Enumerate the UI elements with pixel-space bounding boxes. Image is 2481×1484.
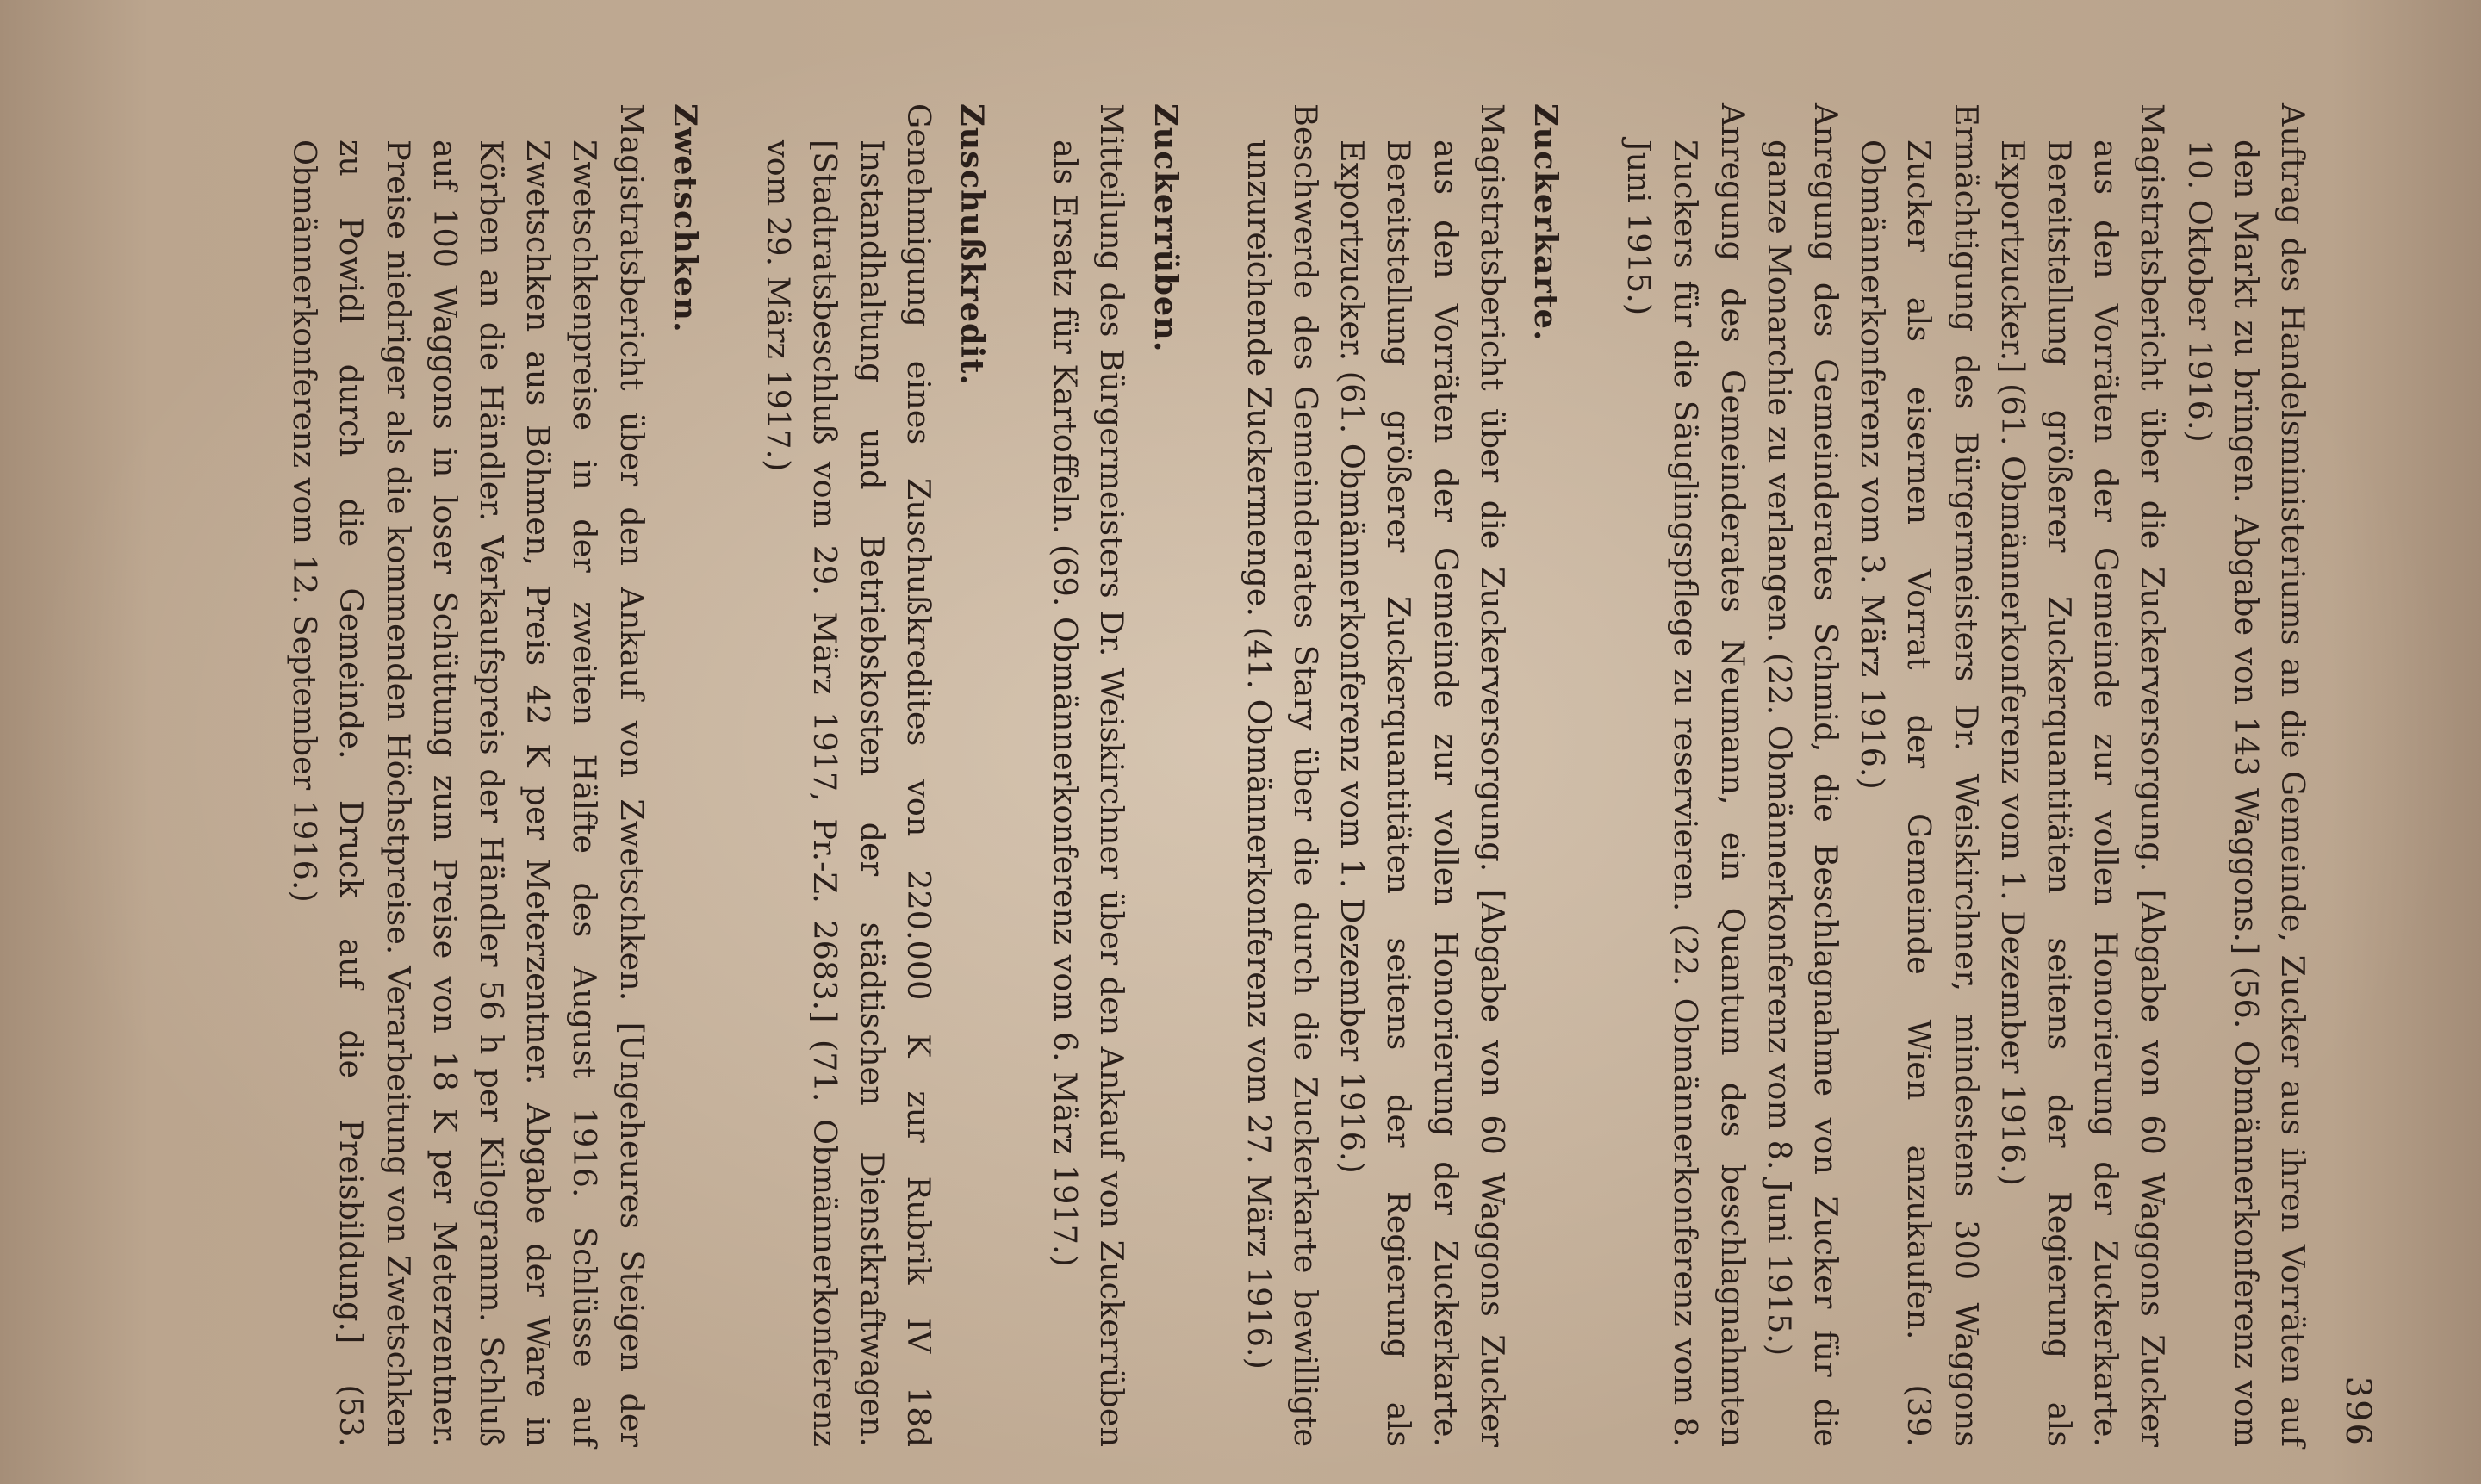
index-entry-anregung-schmid: Anregung des Gemeinderates Schmid, die Beschlagnahme von Zucker für die ganze Monarchie zu verlangen. (22. Obmännerkonferenz vom 8. Juni 1915.) [1760,103,1844,1447]
page-number: 396 [2338,1375,2378,1447]
section-heading-zuckerrueben: Zuckerrüben. [1147,103,1185,353]
index-entry-beschwerde-stary: Beschwerde des Gemeinderates Stary über die durch die Zuckerkarte bewilligte unzureichende Zuckermenge. (41. Obmännerkonferenz vom 27. März 1916.) [1240,103,1324,1447]
index-entry-ermaechtigung: Ermächtigung des Bürgermeisters Dr. Weiskirchner, mindestens 300 Waggons Zucker als eisernen Vorrat der Gemeinde Wien anzukaufen. (39. Obmännerkonferenz vom 3. März 1916.) [1854,103,1985,1447]
index-entries [281,103,2316,1447]
section-heading-zwetschken: Zwetschken. [666,103,704,333]
index-entry-zuckerrueben: Mitteilung des Bürgermeisters Dr. Weiskirchner über den Ankauf von Zuckerrüben als Ersatz für Kartoffeln. (69. Obmännerkonferenz vom 6. März 1917.) [1047,103,1131,1447]
index-entry-handelsministerium: Auftrag des Handelsministeriums an die Gemeinde, Zucker aus ihren Vorräten auf den Markt zu bringen. Abgabe von 143 Waggons.] (56. Obmännerkonferenz vom 10. Oktober 1916.) [2180,103,2311,1447]
index-entry-zuckerversorgung: Magistratsbericht über die Zuckerversorgung. [Abgabe von 60 Waggons Zucker aus den Vorräten der Gemeinde zur vollen Honorierung der Zuckerkarte. Bereitstellung größerer Zuckerquantitäten seitens der Regierung als Exportzucker.] (61. Obmännerkonferenz vom 1. Dezember 1916.) [1993,103,2172,1447]
index-entry-anregung-neumann: Anregung des Gemeinderates Neumann, ein Quantum des beschlagnahmten Zuckers für die Säuglingspflege zu reservieren. (22. Obmännerkonferenz vom 8. Juni 1915.) [1620,103,1751,1447]
index-entry-zuschusskredit: Genehmigung eines Zuschußkredites von 220.000 K zur Rubrik IV 18d Instandhaltung und Betriebskosten der städtischen Dienstkraftwagen. [Stadtratsbeschluß vom 29. März 1917, Pr.-Z. 2683.] (71. Obmännerkonferenz vom 29. März 1917.) [760,103,937,1447]
index-entry-zuckerkarte-bericht: Magistratsbericht über die Zuckerversorgung. [Abgabe von 60 Waggons Zucker aus den Vorräten der Gemeinde zur vollen Honorierung der Zuckerkarte. Bereitstellung größerer Zuckerquantitäten seitens der Regierung als Exportzucker. (61. Obmännerkonferenz vom 1. Dezember 1916.) [1334,103,1511,1447]
index-entry-zwetschken: Magistratsbericht über den Ankauf von Zwetschken. [Ungeheures Steigen der Zwetschkenpreise in der zweiten Hälfte des August 1916. Schlüsse auf Zwetschken aus Böhmen, Preis 42 K per Meterzentner. Abgabe der Ware in Körben an die Händler. Verkaufspreis der Händler 56 h per Kilogramm. Schluß auf 100 Waggons in loser Schüttung zum Preise von 18 K per Meterzentner. Preise niedriger als die kommenden Höchstpreise. Verarbeitung von Zwetschken zu Powidl durch die Gemeinde. Druck auf die Preisbildung.] (53. Obmännerkonferenz vom 12. September 1916.) [286,103,650,1447]
rotated-page-content [121,103,2378,1447]
section-heading-zuckerkarte: Zuckerkarte. [1527,103,1564,342]
section-heading-zuschusskredit: Zuschußkredit. [953,103,991,387]
